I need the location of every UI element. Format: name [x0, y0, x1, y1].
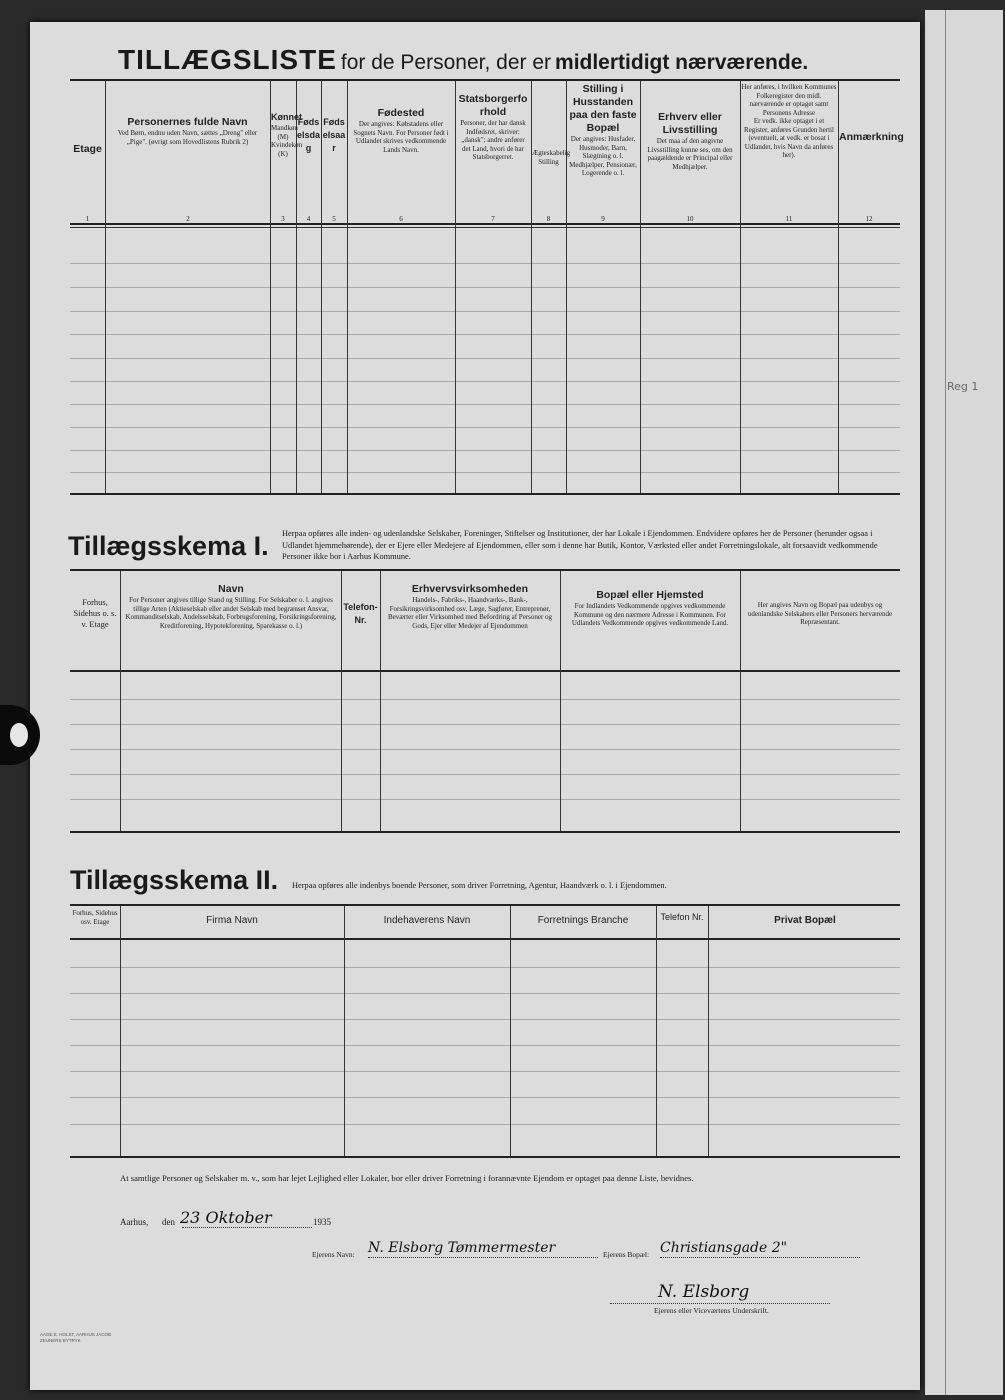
col-etage: Etage [73, 143, 102, 155]
skema2-intro: Herpaa opføres alle indenbys boende Personer, som driver Forretning, Agentur, Haandværk o. l. i Ejendommen. [292, 881, 667, 890]
col-anmaerkning: Anmærkning [839, 131, 904, 143]
col-statsborger: Statsborgerforhold Personer, der har dansk Indfødsret, skriver: „dansk"; andre anfører det Land, hvori de har Statsborgerret. [458, 93, 528, 161]
col-folkeregister: Her anføres, i hvilken Kommunes Folkeregister den midl. nærværende er optaget samt Personens Adresse Er vedk. ikke optaget i et Register, anføres Grunden hertil (eventuelt, at vedk. er bosat i Udlandet, hvis Navn da anføres her). [741, 83, 837, 159]
s1-col-erhverv: Erhvervsvirksomheden Handels-, Fabriks-, Haandværks-, Bank-, Forsikringsvirksomhed osv. Læge, Sagfører, Entreprenør, Beværter eller Virksomhed med Befordring af Personer og Gods, Ejer eller Medejer af Ejendommen [387, 583, 553, 630]
skema2-table [70, 904, 900, 1158]
year: 1935 [313, 1217, 331, 1227]
skema2-title: Tillægsskema II. [70, 865, 279, 895]
skema1-intro: Herpaa opføres alle inden- og udenlandske Selskaber, Foreninger, Stiftelser og Institutioner, der har Lokale i Ejendommen. Endvidere opføres her de Personer (herunder ogsaa i Udlandet hjemmehørende), der er Ejere eller Medejere af Ejendommen, eller som i denne har Butik, Kontor, Værksted eller andet Forretningslokale, alt forsaavidt vedkommende Personer ikke bor i Aarhus Kommune. [282, 529, 878, 561]
owner-name-handwritten: N. Elsborg Tømmermester [368, 1240, 556, 1256]
main-title: TILLÆGSLISTE for de Personer, der er midlertidigt nærværende. [118, 44, 809, 75]
tillaegsliste-table: Etage Personernes fulde Navn Ved Børn, endnu uden Navn, sættes „Dreng" eller „Pige". (øvrigt som Hovedlistens Rubrik 2) Kønnet Mandkøn (M) Kvindekøn (K) Fødselsdag Fødselsaar Fødested Der angives: Købstadens eller Sognets Navn. For Personer født i Udlandet skrives vedkommende Lands Navn. Statsborgerforhold Personer, der har dansk Indfødsret, skriver: „dansk"; andre anfører det Land, hvori de har Statsborgerret. Ægteskabelig Stilling Stilling i Husstanden paa den faste Bopæl Der angives: Husfader, Husmoder, Barn, Slægtning o. l. Medhjælper, Pensionær, Logerende o. l. Erhverv eller Livsstilling Det maa af den angivne Livsstilling kunne ses, om den paagældende er Principal eller Medhjælper. Her anføres, i hvilken Kommunes Folkeregister den midl. nærværende er optaget samt Personens Adresse Er vedk. ikke optaget i et Register, anføres Grunden hertil (eventuelt, at vedk. er bosat i Udlandet, hvis Navn da anføres her). Anmærkning 1 2 3 4 5 6 7 8 9 10 11 12 [70, 79, 900, 495]
s2-col-indehaver: Indehaverens Navn [383, 915, 471, 926]
s1-col-navn: Navn For Personer angives tillige Stand og Stilling. For Selskaber o. l. angives tillige Arten (Aktieselskab eller andet Selskab med begrænset Ansvar, Kommanditselskab, Andelsselskab, Forbrugsforening, Forsikringsforening, Kreditforening, Hypotekforening, Sparekasse o. l.) [125, 583, 337, 630]
signature-handwritten: N. Elsborg [658, 1282, 750, 1302]
col-foedselsaar: Fødselsaar [322, 117, 346, 153]
printer-imprint: AAGE E. HOLST, AARHUS JACOB ZEUNERS BYTRYK [40, 1332, 112, 1343]
owner-name-label: Ejerens Navn: [312, 1250, 355, 1259]
owner-address-label: Ejerens Bopæl: [603, 1250, 650, 1259]
s1-col-etage: Forhus, Sidehus o. s. v. Etage [73, 597, 117, 629]
col-foedselsdag: Fødselsdag [297, 117, 321, 153]
s1-col-repraesentant: Her angives Navn og Bopæl paa udenbys og udenlandske Selskabers eller Personers herværende Repræsentant. [747, 601, 893, 626]
s1-col-bopael: Bopæl eller Hjemsted For Indlandets Vedkommende opgives vedkommende Kommune og den nærmere Adresse i Kommunen. For Udlandets Vedkommende opgives vedkommende Land. [571, 589, 729, 627]
skema1-title: Tillægsskema I. [68, 531, 269, 561]
date-handwritten: 23 Oktober [180, 1208, 272, 1227]
den-label: den [162, 1217, 175, 1227]
col-aegteskab: Ægteskabelig Stilling [532, 149, 571, 166]
col-foedested: Fødested Der angives: Købstadens eller Sognets Navn. For Personer født i Udlandet skrives vedkommende Lands Navn. [353, 107, 449, 154]
owner-address-handwritten: Christiansgade 2" [660, 1240, 788, 1256]
col-husstand: Stilling i Husstanden paa den faste Bopæl Der angives: Husfader, Husmoder, Barn, Slægtning o. l. Medhjælper, Pensionær, Logerende o. l. [569, 83, 637, 177]
s2-col-telefon: Telefon Nr. [660, 912, 704, 922]
col-erhverv: Erhverv eller Livsstilling Det maa af den angivne Livsstilling kunne ses, om den paagældende er Principal eller Medhjælper. [647, 111, 733, 171]
col-navn: Personernes fulde Navn Ved Børn, endnu uden Navn, sættes „Dreng" eller „Pige". (øvrigt som Hovedlistens Rubrik 2) [117, 116, 258, 146]
s2-col-branche: Forretnings Branche [537, 915, 629, 926]
skema1-table [70, 569, 900, 833]
adjacent-page: Reg 1 [925, 10, 1003, 1395]
s2-col-etage: Forhus, Sidehus osv. Etage [72, 909, 118, 926]
document-page [30, 22, 920, 1390]
certification-text: At samtlige Personer og Selskaber m. v., som har lejet Lejlighed eller Lokaler, bor eller driver Forretning i forannævnte Ejendom er optaget paa denne Liste, bevidnes. [120, 1173, 694, 1183]
s1-col-telefon: Telefon-Nr. [343, 602, 378, 625]
place: Aarhus, [120, 1217, 149, 1227]
s2-col-firma: Firma Navn [206, 915, 258, 926]
s2-col-bopael: Privat Bopæl [774, 915, 836, 926]
col-koen: Kønnet Mandkøn (M) Kvindekøn (K) [271, 112, 303, 158]
signature-label: Ejerens eller Viceværtens Underskrift. [654, 1306, 769, 1315]
